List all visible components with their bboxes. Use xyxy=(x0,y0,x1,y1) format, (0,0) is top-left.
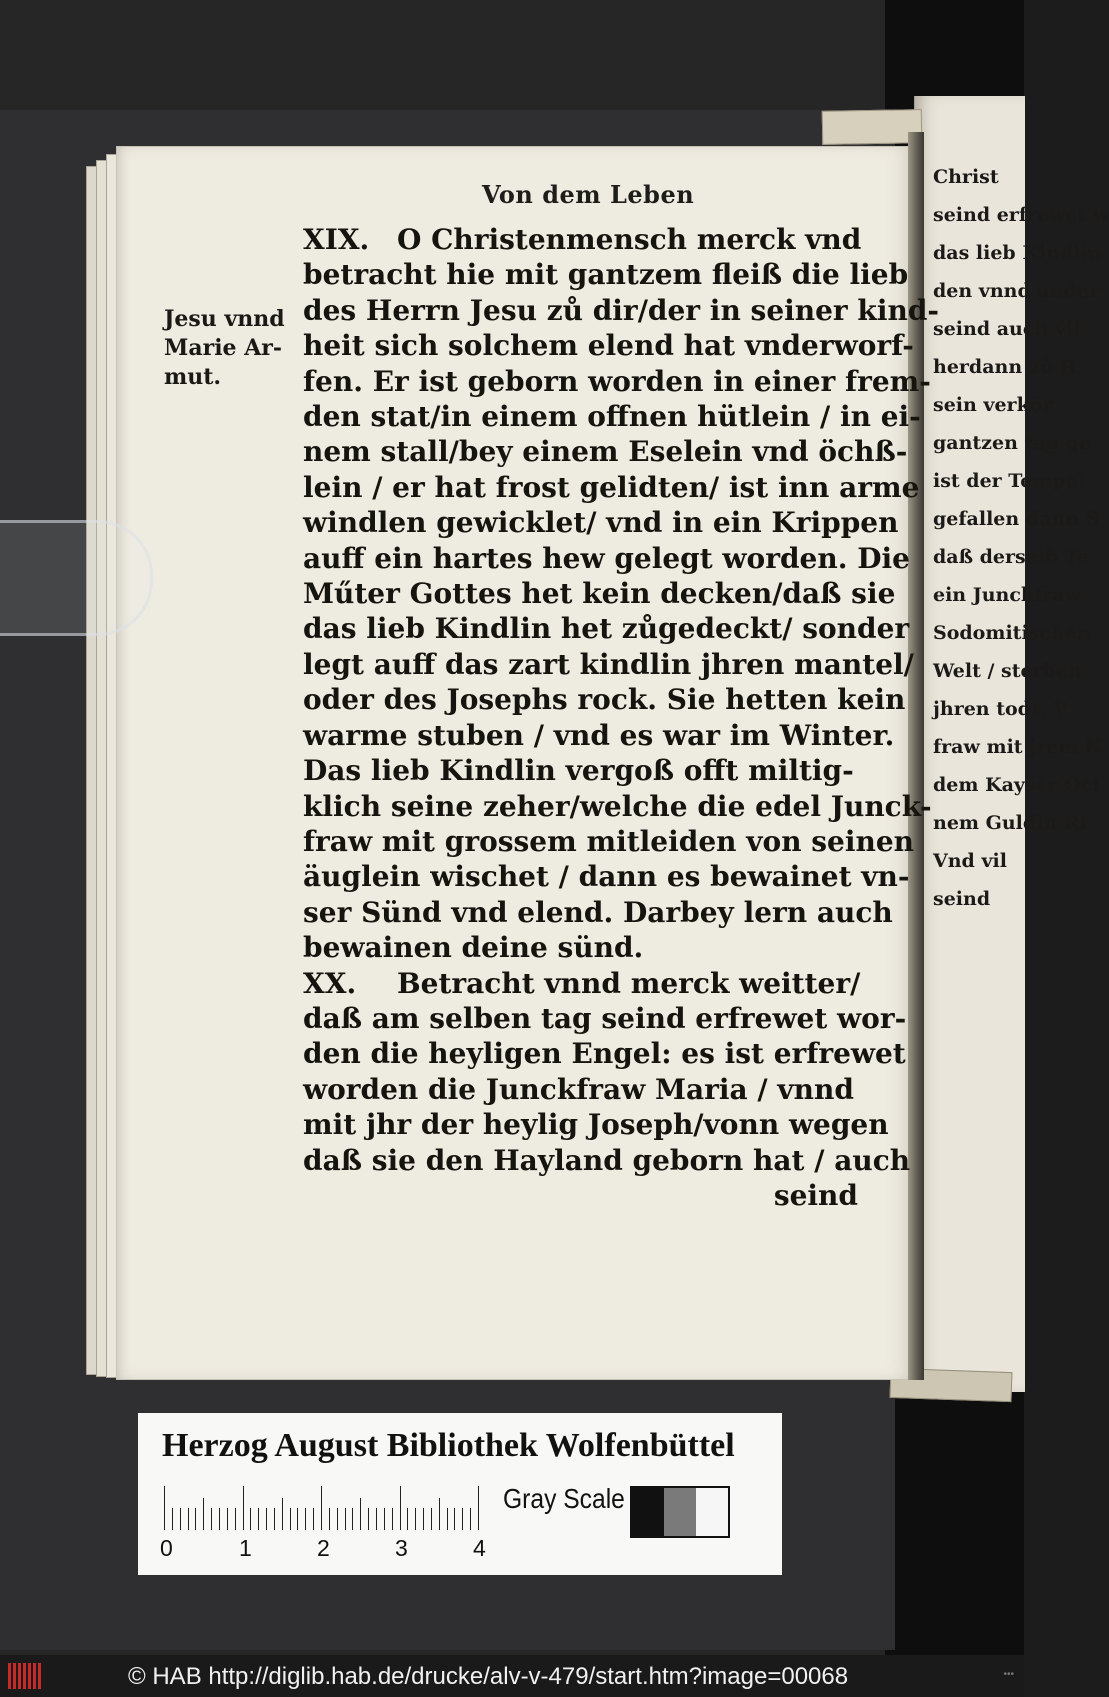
catchword: seind xyxy=(773,1178,858,1212)
library-name: Herzog August Bibliothek Wolfenbüttel xyxy=(162,1427,735,1464)
text-line xyxy=(303,364,931,399)
ruler-tick xyxy=(400,1486,401,1530)
line-text: O Christenmensch merck vnd xyxy=(397,223,862,256)
text-line xyxy=(303,1036,906,1071)
ruler-tick xyxy=(321,1486,322,1530)
line-text: oder des Josephs rock. Sie hetten kein xyxy=(303,683,906,717)
ruler-scale xyxy=(164,1486,484,1530)
ruler-tick xyxy=(203,1498,204,1530)
text-line xyxy=(303,434,908,469)
line-text: ser Sünd vnd elend. Darbey lern auch xyxy=(303,895,893,929)
logo-bar xyxy=(8,1663,11,1689)
text-line xyxy=(303,966,861,1001)
line-text: legt auff das zart kindlin jhren mantel/ xyxy=(303,647,914,681)
ruler-tick xyxy=(462,1508,463,1530)
line-text: worden die Junckfraw Maria / vnnd xyxy=(303,1072,854,1106)
facing-page-text: Christ seind erfrewet w das lieb Kindlin den vnnd ander seind auch vil herdann zů R sein verkör gantzen tag ge ist der Tempel gefallen dann S daß derselb Te ein Junckfraw Sodomitischen Welt / sterben jhren todt. V fraw mit jrem K dem Kayser Oct nem Guldin Ri Vnd vil seind xyxy=(933,166,1109,910)
ruler-tick xyxy=(282,1498,283,1530)
line-text: warme stuben / vnd es war im Winter. xyxy=(303,718,895,752)
ruler-tick xyxy=(352,1508,353,1530)
text-line xyxy=(303,505,899,540)
ruler-tick xyxy=(211,1508,212,1530)
ruler-tick xyxy=(164,1486,165,1530)
text-line xyxy=(303,611,910,646)
line-text: das lieb Kindlin het zůgedeckt/ sonder xyxy=(303,612,910,646)
line-text: heit sich solchem elend hat vnderworf- xyxy=(303,329,914,363)
text-line xyxy=(303,1143,911,1178)
ruler-tick xyxy=(454,1508,455,1530)
text-line xyxy=(303,1072,858,1107)
ruler-number: 3 xyxy=(395,1535,408,1561)
line-text: äuglein wischet / dann es bewainet vn- xyxy=(303,860,910,894)
line-text: windlen gewicklet/ vnd in ein Krippen xyxy=(303,506,899,540)
marginal-line: mut. xyxy=(164,364,222,390)
line-text: lein / er hat frost gelidten/ ist inn arme xyxy=(303,470,920,504)
ruler-tick xyxy=(337,1508,338,1530)
ruler-tick xyxy=(235,1508,236,1530)
ruler-tick xyxy=(329,1508,330,1530)
line-text: Das lieb Kindlin vergoß offt miltig- xyxy=(303,754,854,788)
text-line xyxy=(303,859,910,894)
ruler-tick xyxy=(376,1508,377,1530)
text-line xyxy=(303,895,893,930)
text-line xyxy=(303,470,920,505)
line-text: nem stall/bey einem Eselein vnd öchß- xyxy=(303,435,908,469)
facing-page xyxy=(914,96,1109,1392)
text-line xyxy=(303,576,896,611)
line-text: Műter Gottes het kein decken/daß sie xyxy=(303,577,896,611)
ruler-number: 2 xyxy=(317,1535,330,1561)
text-line xyxy=(303,293,940,328)
line-text: mit jhr der heylig Joseph/vonn wegen xyxy=(303,1108,889,1142)
line-text: Betracht vnnd merck weitter/ xyxy=(397,966,861,1000)
ruler-tick xyxy=(431,1508,432,1530)
ruler-tick xyxy=(313,1508,314,1530)
ruler-tick xyxy=(195,1508,196,1530)
logo-bar xyxy=(13,1663,16,1689)
text-line xyxy=(303,541,910,576)
logo-bar xyxy=(38,1663,41,1689)
text-line xyxy=(303,222,862,257)
ruler-tick xyxy=(266,1508,267,1530)
ruler-tick xyxy=(360,1498,361,1530)
hab-logo-icon xyxy=(8,1663,44,1689)
text-line xyxy=(303,682,906,717)
footer-copyright: © HAB http://diglib.hab.de/drucke/alv-v-479/start.htm?image=00068 xyxy=(128,1663,849,1690)
ruler-number: 4 xyxy=(473,1535,486,1561)
text-line xyxy=(303,257,909,292)
ruler-tick xyxy=(345,1508,346,1530)
gray-patch xyxy=(632,1488,664,1536)
text-line xyxy=(303,328,914,363)
text-line xyxy=(303,1001,907,1036)
ruler-number: 0 xyxy=(160,1535,173,1561)
gray-scale-label: Gray Scale xyxy=(503,1483,625,1514)
text-line xyxy=(303,789,932,824)
section-number: XX. xyxy=(303,966,357,1000)
ruler-tick xyxy=(180,1508,181,1530)
text-line xyxy=(303,399,921,434)
line-text: klich seine zeher/welche die edel Junck- xyxy=(303,789,932,823)
marginal-line: Marie Ar- xyxy=(164,335,283,361)
text-line xyxy=(303,930,858,965)
ruler-tick xyxy=(219,1508,220,1530)
footer-dots: ••• xyxy=(1003,1669,1014,1680)
gray-patch xyxy=(696,1488,728,1536)
ruler-tick xyxy=(188,1508,189,1530)
ruler-tick xyxy=(470,1508,471,1530)
running-head: Von dem Leben xyxy=(482,180,695,209)
ruler-tick xyxy=(478,1486,479,1530)
line-text: des Herrn Jesu zů dir/der in seiner kind- xyxy=(303,293,940,327)
ruler-tick xyxy=(274,1508,275,1530)
page-clip xyxy=(0,520,153,636)
body-text xyxy=(303,222,940,1213)
ruler-tick xyxy=(172,1508,173,1530)
line-text: daß am selben tag seind erfrewet wor- xyxy=(303,1001,907,1035)
line-text: auff ein hartes hew gelegt worden. Die xyxy=(303,541,910,575)
ruler-tick xyxy=(290,1508,291,1530)
logo-bar xyxy=(23,1663,26,1689)
ruler-tick xyxy=(368,1508,369,1530)
ruler-tick xyxy=(392,1508,393,1530)
line-text: daß sie den Hayland geborn hat / auch xyxy=(303,1143,911,1177)
ruler-tick xyxy=(227,1508,228,1530)
ruler-tick xyxy=(250,1508,251,1530)
color-card xyxy=(138,1413,782,1575)
ruler-tick xyxy=(423,1508,424,1530)
ruler-tick xyxy=(439,1498,440,1530)
footer-bar xyxy=(0,1655,1024,1697)
text-line xyxy=(303,824,915,859)
ruler-tick xyxy=(297,1508,298,1530)
logo-bar xyxy=(33,1663,36,1689)
ruler-tick xyxy=(243,1486,244,1530)
ruler-tick xyxy=(305,1508,306,1530)
ruler-tick xyxy=(415,1508,416,1530)
text-line xyxy=(303,647,914,682)
ruler-tick xyxy=(384,1508,385,1530)
logo-bar xyxy=(18,1663,21,1689)
line-text: bewainen deine sünd. xyxy=(303,931,644,965)
gray-patch xyxy=(664,1488,696,1536)
section-number: XIX. xyxy=(303,223,370,256)
line-text: fraw mit grossem mitleiden von seinen xyxy=(303,824,915,858)
ruler-number: 1 xyxy=(239,1535,252,1561)
text-line xyxy=(303,1107,889,1142)
line-text: betracht hie mit gantzem fleiß die lieb xyxy=(303,258,909,292)
ruler-tick xyxy=(447,1508,448,1530)
line-text: den stat/in einem offnen hütlein / in ei- xyxy=(303,400,921,434)
logo-bar xyxy=(28,1663,31,1689)
line-text: den die heyligen Engel: es ist erfrewet xyxy=(303,1037,906,1071)
ruler-tick xyxy=(407,1508,408,1530)
gray-scale-swatch xyxy=(630,1486,730,1538)
ruler-tick xyxy=(258,1508,259,1530)
line-text: fen. Er ist geborn worden in einer frem- xyxy=(303,364,931,398)
marginal-note xyxy=(164,305,285,392)
text-line xyxy=(303,718,895,753)
text-line xyxy=(303,753,858,788)
marginal-line: Jesu vnnd xyxy=(164,306,285,332)
